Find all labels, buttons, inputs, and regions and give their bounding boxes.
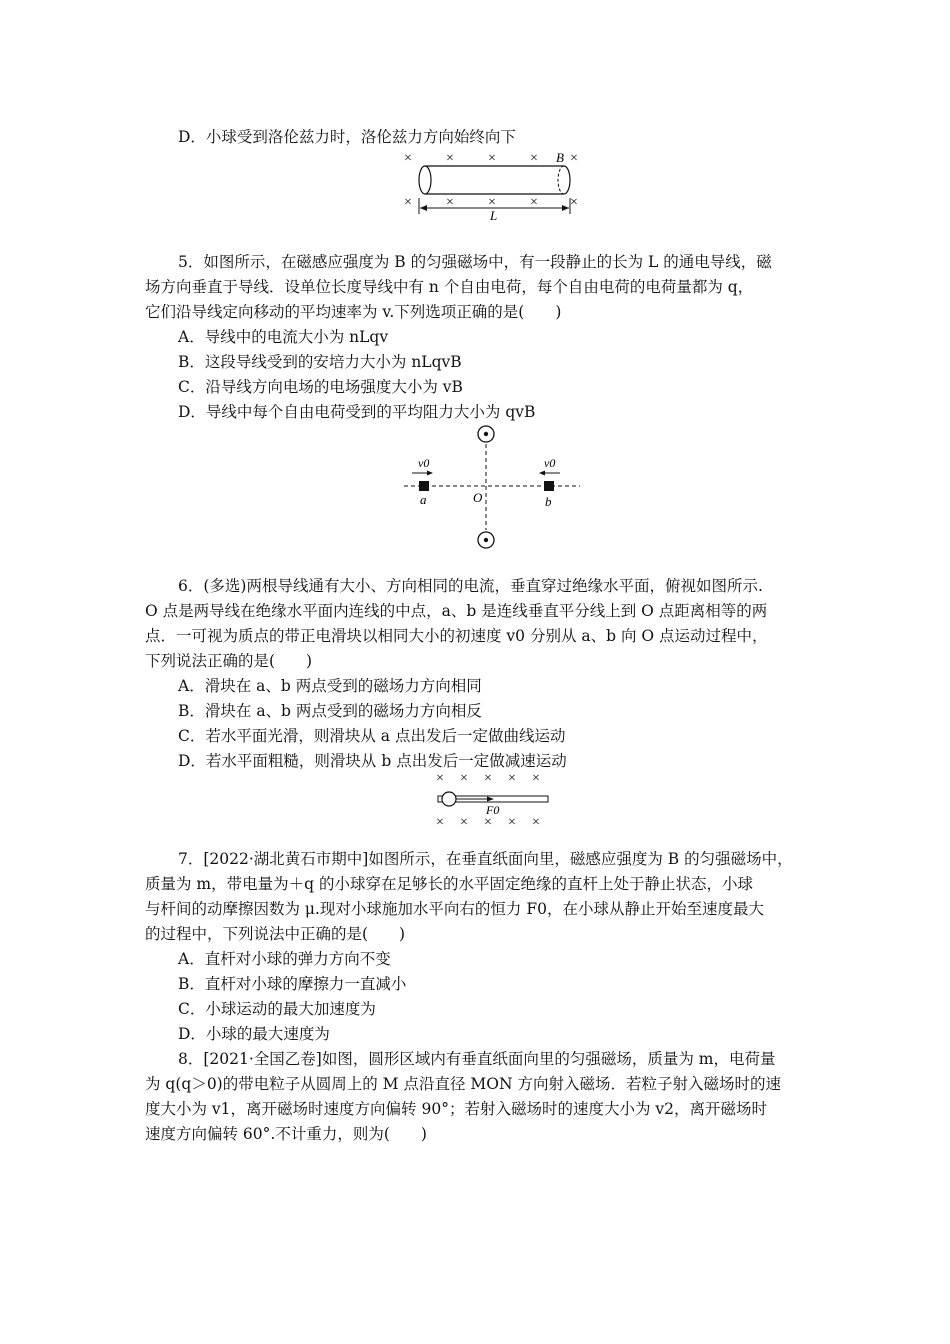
q6-stem-line: 点．一可视为质点的带正电滑块以相同大小的初速度 v0 分别从 a、b 向 O 点运动过程中， [145,627,768,645]
ball [442,792,456,806]
q8-stem-line: 为 q(q＞0)的带电粒子从圆周上的 M 点沿直径 MON 方向射入磁场．若粒子射入磁场时的速 [145,1075,781,1093]
field-mark: × [436,815,444,830]
q6-option-a: A．滑块在 a、b 两点受到的磁场力方向相同 [178,677,482,695]
wire-right-end-hidden [558,166,564,194]
q5-stem-line: 它们沿导线定向移动的平均速率为 v.下列选项正确的是( ) [145,303,562,321]
field-mark: × [484,771,492,786]
q6-stem-line: 6．(多选)两根导线通有大小、方向相同的电流，垂直穿过绝缘水平面，俯视如图所示. [178,577,763,595]
wire-left-end [419,166,431,194]
q7-option-a: A．直杆对小球的弹力方向不变 [178,950,391,968]
field-mark: × [488,195,496,210]
q5-option-b: B．这段导线受到的安培力大小为 nLqvB [178,353,462,371]
field-mark: × [530,151,538,166]
q8-stem-line: 速度方向偏转 60°.不计重力，则为( ) [145,1125,427,1143]
q7-option-c: C．小球运动的最大加速度为 [178,1000,376,1018]
current-out-dot [484,538,488,542]
field-mark: × [436,771,444,786]
q8-stem-line: 8．[2021·全国乙卷]如图，圆形区域内有垂直纸面向里的匀强磁场，质量为 m，电荷量 [178,1050,776,1068]
q7-stem-line: 的过程中，下列说法中正确的是( ) [145,925,406,943]
q7-stem-line: 与杆间的动摩擦因数为 μ.现对小球施加水平向右的恒力 F0，在小球从静止开始至速度最大 [145,900,764,918]
field-mark: × [532,815,540,830]
label-v0-left: v0 [418,456,430,470]
field-mark: × [570,151,578,166]
q8-stem-line: 度大小为 v1，离开磁场时速度方向偏转 90°；若射入磁场时的速度大小为 v2，离开磁场时 [145,1100,767,1118]
field-mark: × [508,815,516,830]
q5-option-d: D．导线中每个自由电荷受到的平均阻力大小为 qvB [178,403,536,421]
q7-stem-line: 7．[2022·湖北黄石市期中]如图所示，在垂直纸面向里，磁感应强度为 B 的匀强磁场中， [178,850,793,868]
label-v0-right: v0 [544,456,556,470]
field-mark: × [484,815,492,830]
label-b: b [545,494,552,509]
q7-stem-line: 质量为 m，带电量为＋q 的小球穿在足够长的水平固定绝缘的直杆上处于静止状态，小球 [145,875,753,893]
field-mark: × [532,771,540,786]
q6-option-d: D．若水平面粗糙，则滑块从 b 点出发后一定做减速运动 [178,752,567,770]
figure-two-wires [400,422,585,554]
q5-stem-line: 场方向垂直于导线．设单位长度导线中有 n 个自由电荷，每个自由电荷的电荷量都为 q， [145,278,754,296]
label-b: B [556,150,564,165]
field-mark: × [446,195,454,210]
q7-option-b: B．直杆对小球的摩擦力一直减小 [178,975,407,993]
field-mark: × [508,771,516,786]
arrow-head-right [427,471,433,476]
q7-option-d: D．小球的最大速度为 [178,1025,330,1043]
field-mark: × [460,815,468,830]
field-mark: × [460,771,468,786]
q6-option-c: C．若水平面光滑，则滑块从 a 点出发后一定做曲线运动 [178,727,566,745]
q6-stem-line: O 点是两导线在绝缘水平面内连线的中点，a、b 是连线垂直平分线上到 O 点距离相等的两 [145,602,768,620]
label-f0: F0 [486,803,500,817]
q5-stem-line: 5．如图所示，在磁感应强度为 B 的匀强磁场中，有一段静止的长为 L 的通电导线，磁 [178,253,772,271]
q6-stem-line: 下列说法正确的是( ) [145,652,313,670]
q5-option-c: C．沿导线方向电场的电场强度大小为 vB [178,378,463,396]
slider-a [419,481,429,491]
label-a: a [420,492,427,507]
q6-option-b: B．滑块在 a、b 两点受到的磁场力方向相反 [178,702,482,720]
field-mark: × [404,151,412,166]
wire-right-end [564,166,570,194]
label-l: L [490,208,498,223]
field-mark: × [530,195,538,210]
q5-option-a: A．导线中的电流大小为 nLqv [178,328,389,346]
q4-option-d: D．小球受到洛伦兹力时，洛伦兹力方向始终向下 [178,128,516,146]
field-mark: × [488,151,496,166]
field-mark: × [570,195,578,210]
figure-wire-in-field [398,148,588,226]
label-o: O [473,490,483,505]
current-out-dot [484,432,488,436]
field-mark: × [404,195,412,210]
field-mark: × [446,151,454,166]
arrow-head-left [539,471,545,476]
wire-body [425,166,564,194]
figure-ball-on-rod [430,768,555,830]
slider-b [544,481,554,491]
